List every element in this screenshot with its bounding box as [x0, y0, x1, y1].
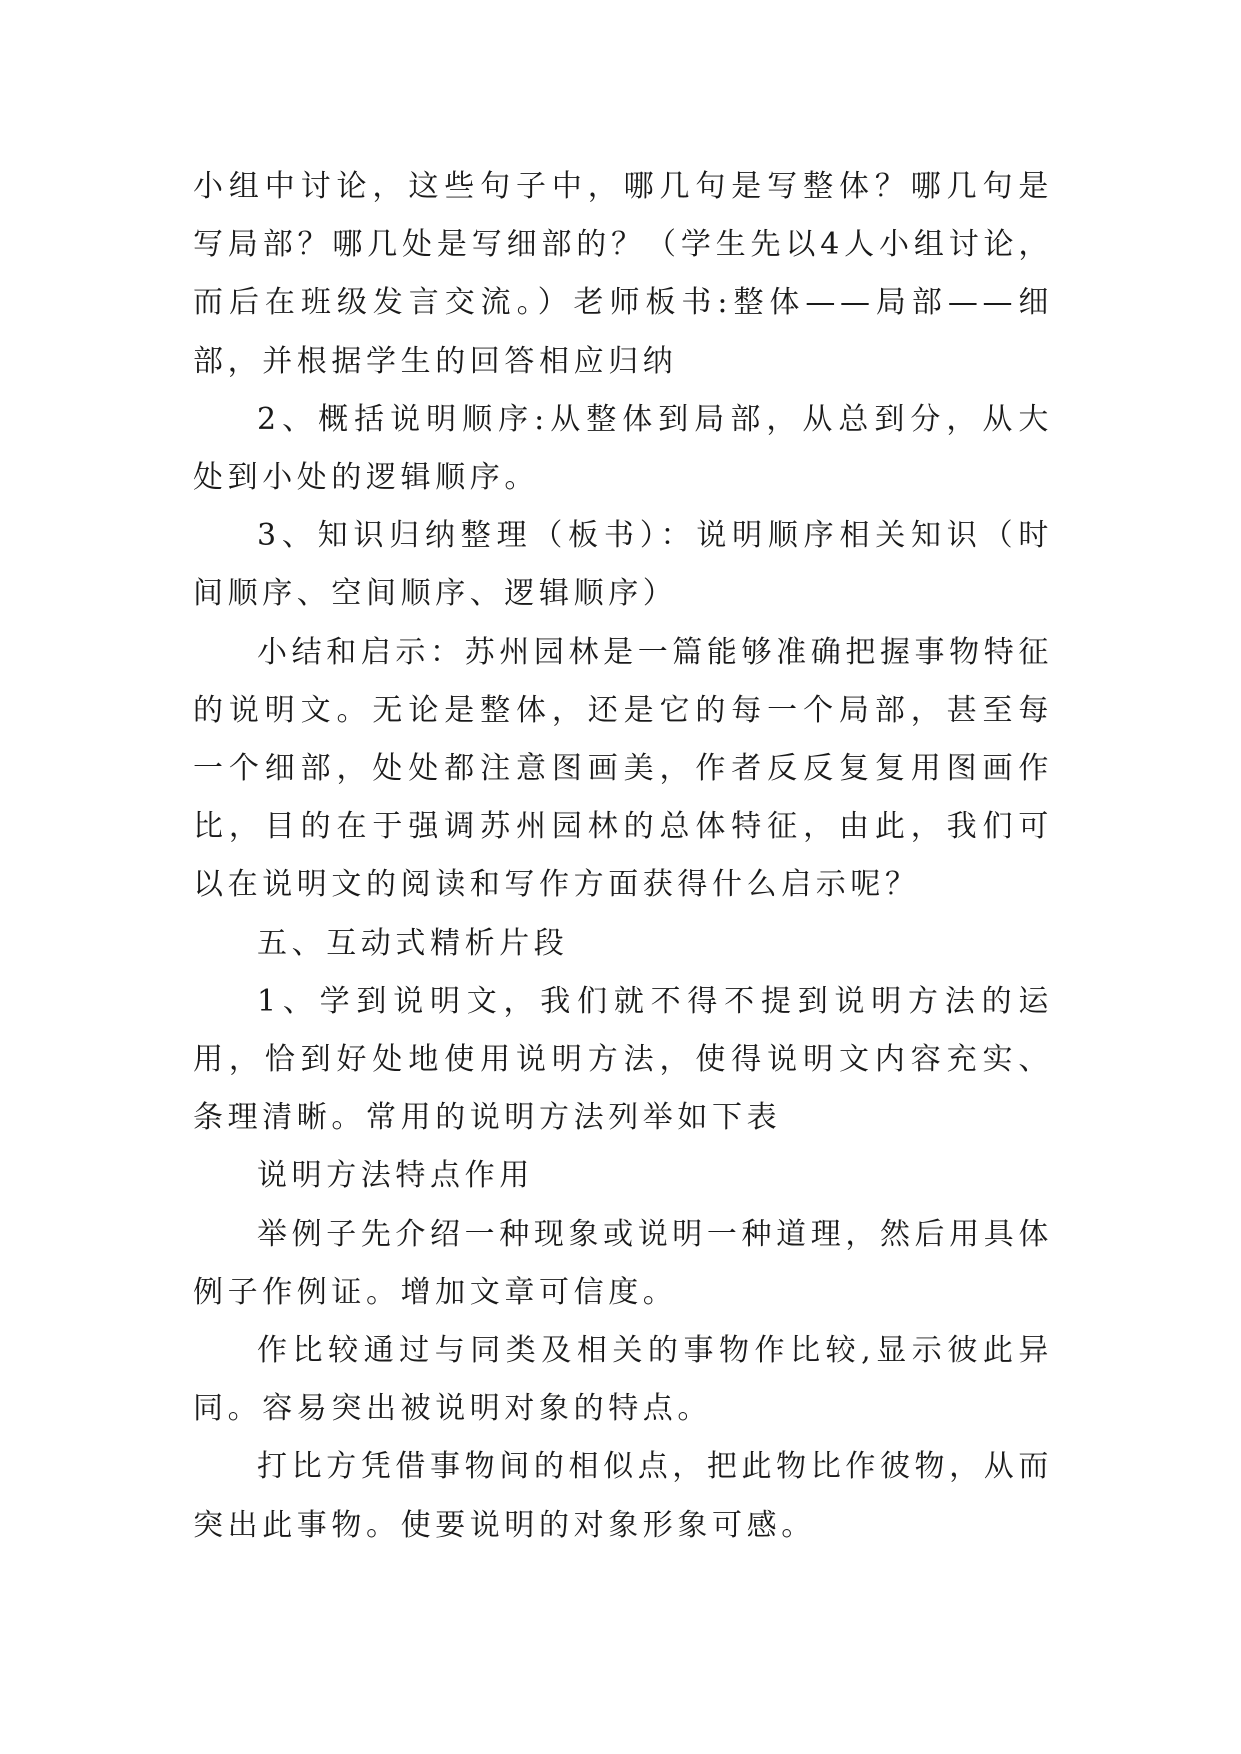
method-example: 举例子先介绍一种现象或说明一种道理，然后用具体例子作例证。增加文章可信度。 [193, 1216, 1053, 1310]
table-header-line: 说明方法特点作用 [257, 1158, 534, 1194]
paragraph-conclusion: 小结和启示：苏州园林是一篇能够准确把握事物特征的说明文。无论是整体，还是它的每一个局部，甚至每一个细部，处处都注意图画美，作者反反复复用图画作比，目的在于强调苏州园林的总体特征，由此，我们可以在说明文的阅读和写作方面获得什么启示呢？ [193, 634, 1053, 903]
paragraph-order-summary: 2、概括说明顺序:从整体到局部，从总到分，从大处到小处的逻辑顺序。 [193, 401, 1053, 496]
paragraph-methods-intro: 1、学到说明文，我们就不得不提到说明方法的运用，恰到好处地使用说明方法，使得说明文内容充实、条理清晰。常用的说明方法列举如下表 [193, 983, 1053, 1136]
section-heading: 五、互动式精析片段 [257, 925, 569, 961]
method-analogy: 打比方凭借事物间的相似点，把此物比作彼物，从而突出此事物。使要说明的对象形象可感。 [193, 1449, 1053, 1543]
method-comparison: 作比较通过与同类及相关的事物作比较,显示彼此异同。容易突出被说明对象的特点。 [193, 1333, 1053, 1427]
document-page [193, 158, 1053, 1555]
paragraph-discussion: 小组中讨论，这些句子中，哪几句是写整体？哪几句是写局部？哪几处是写细部的？（学生先以4人小组讨论，而后在班级发言交流。）老师板书:整体——局部——细部，并根据学生的回答相应归纳 [193, 169, 1053, 379]
paragraph-knowledge: 3、知识归纳整理（板书）：说明顺序相关知识（时间顺序、空间顺序、逻辑顺序） [193, 518, 1053, 612]
